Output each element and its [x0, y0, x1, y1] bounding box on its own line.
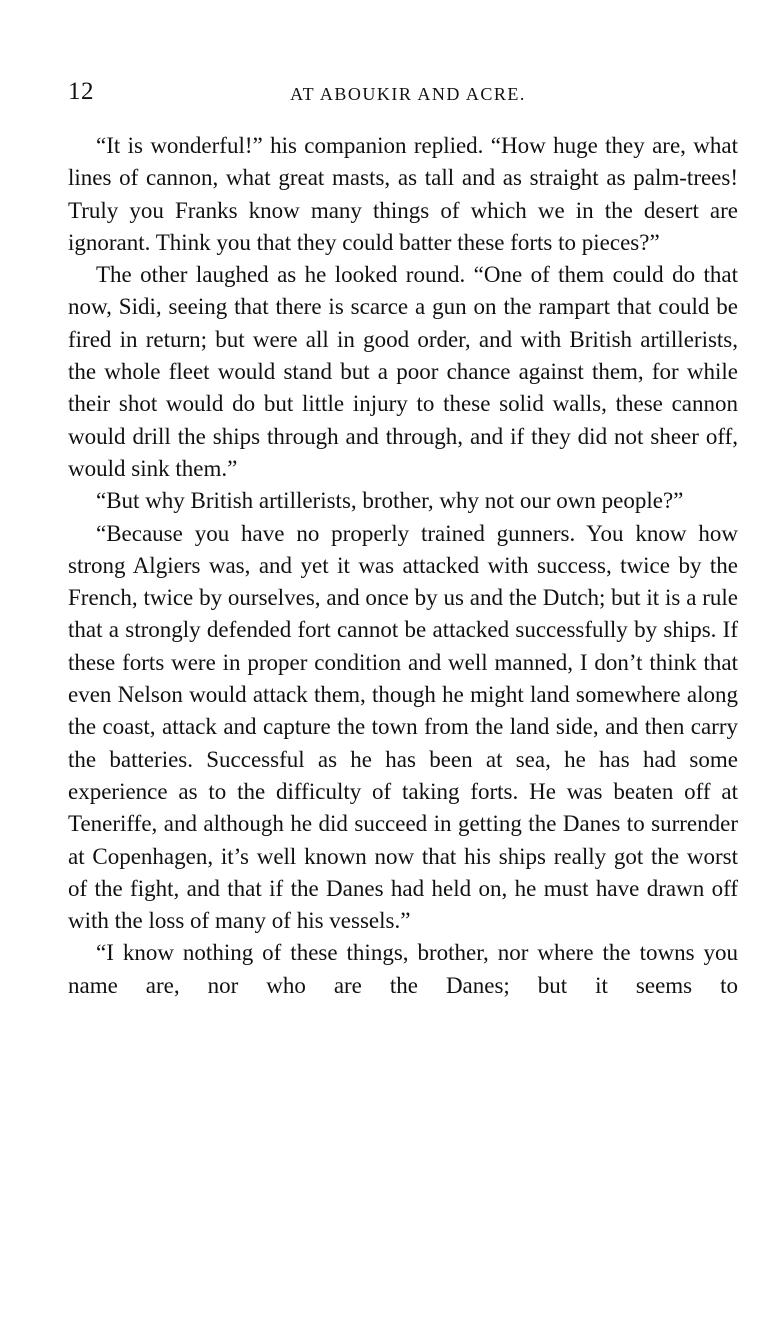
paragraph: “It is wonderful!” his companion replied. “How huge they are, what lines of cannon, what great masts, as tall and as straight as palm-trees! Truly you Franks know many things of which we in the desert are ignorant. Think you that they could batter these forts to pieces?”	[68, 133, 738, 255]
paragraph: “But why British artillerists, brother, why not our own people?”	[96, 488, 684, 514]
paragraph: “I know nothing of these things, brother, nor where the towns you name are, nor who are the Danes; but it seems to	[68, 940, 738, 998]
page-header	[68, 78, 738, 110]
running-head: AT ABOUKIR AND ACRE.	[290, 84, 526, 104]
page-number: 12	[68, 78, 94, 105]
paragraph: The other laughed as he looked round. “One of them could do that now, Sidi, seeing that there is scarce a gun on the rampart that could be fired in return; but were all in good order, and with British artillerists, the whole fleet would stand but a poor chance against them, for while their shot would do but little injury to these solid walls, these cannon would drill the ships through and through, and if they did not sheer off, would sink them.”	[68, 262, 738, 481]
body-text	[68, 130, 738, 1002]
paragraph: “Because you have no properly trained gunners. You know how strong Algiers was, and yet it was attacked with success, twice by the French, twice by ourselves, and once by us and the Dutch; but it is a rule that a strongly defended fort cannot be attacked successfully by ships. If these forts were in proper condition and well manned, I don’t think that even Nelson would attack them, though he might land somewhere along the coast, attack and capture the town from the land side, and then carry the batteries. Successful as he has been at sea, he has had some experience as to the difficulty of taking forts. He was beaten off at Teneriffe, and although he did succeed in getting the Danes to surrender at Copenhagen, it’s well known now that his ships really got the worst of the fight, and that if the Danes had held on, he must have drawn off with the loss of many of his vessels.”	[68, 520, 738, 934]
